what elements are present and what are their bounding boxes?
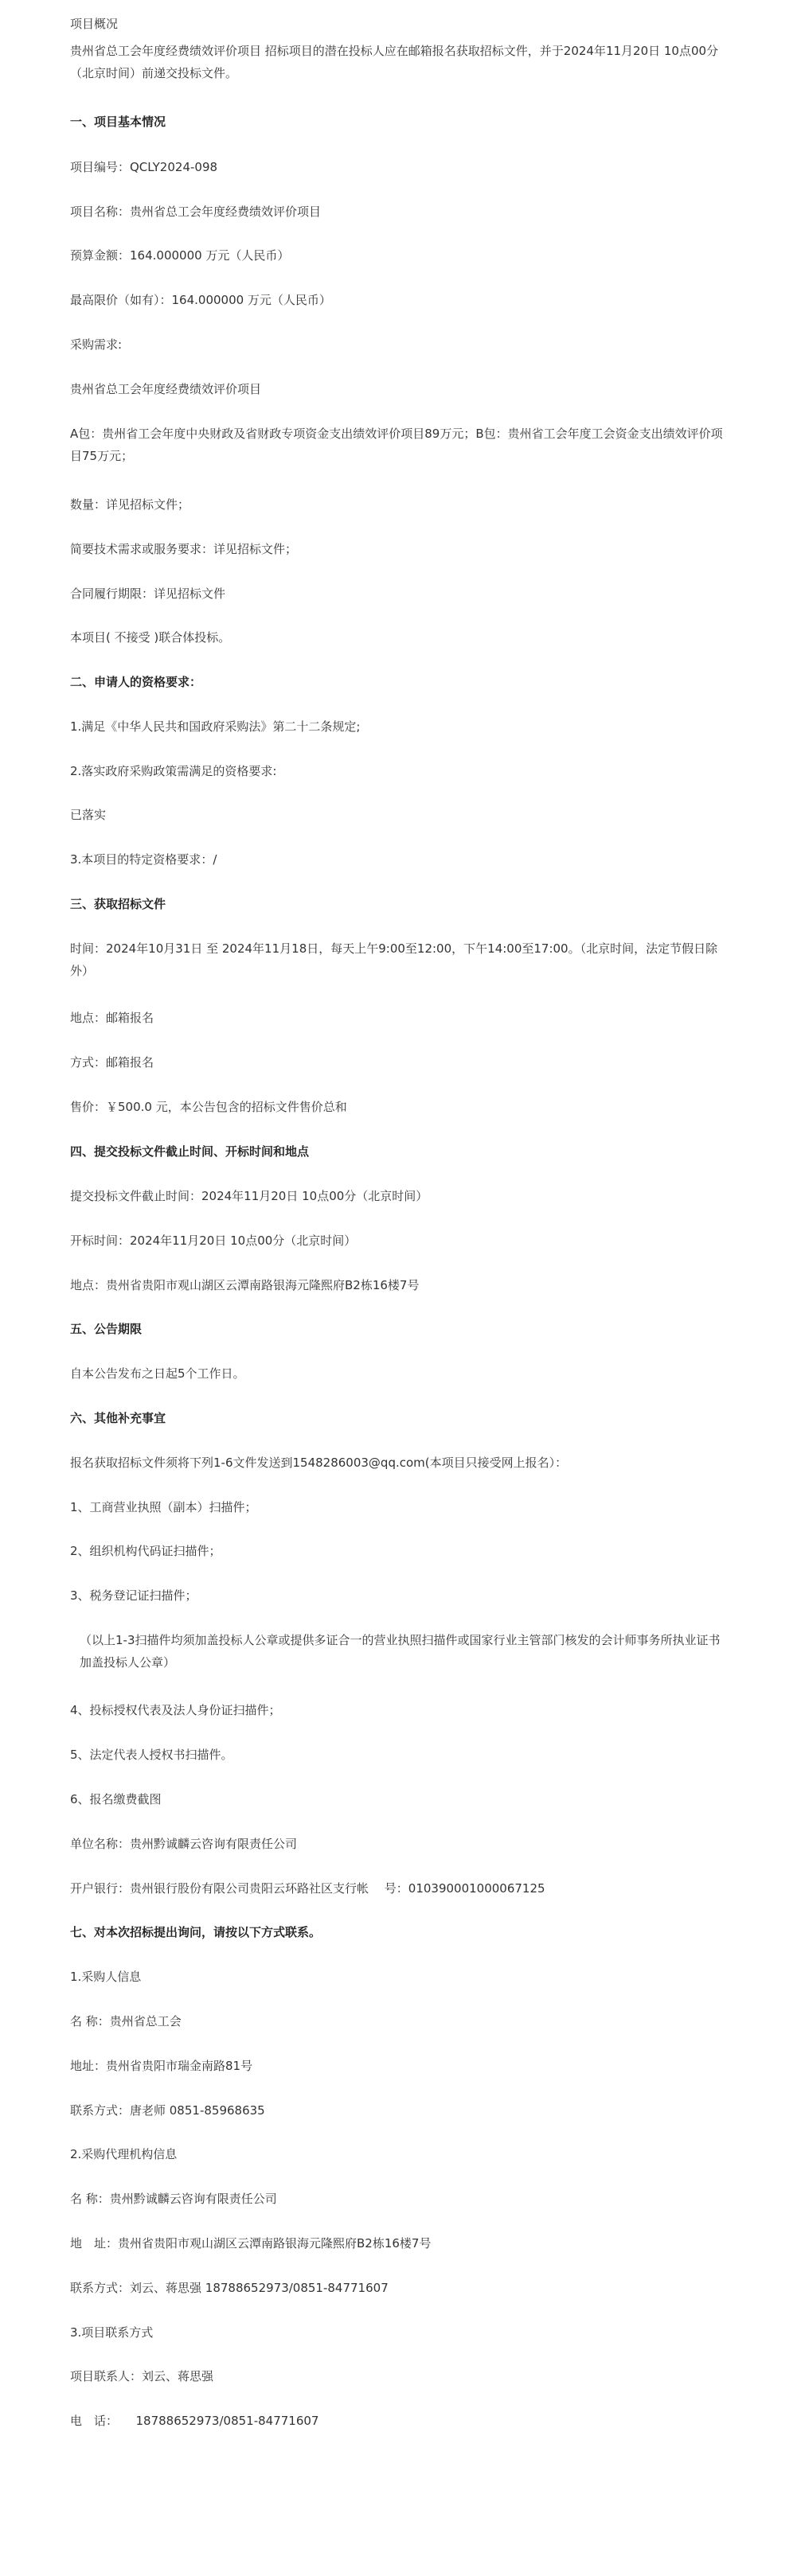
- project-number: 项目编号：QCLY2024-098: [70, 160, 218, 174]
- obtain-place: 地点：邮箱报名: [70, 1011, 154, 1025]
- opening-time: 开标时间：2024年11月20日 10点00分（北京时间）: [70, 1233, 357, 1248]
- demand-title: 贵州省总工会年度经费绩效评价项目: [70, 382, 262, 396]
- demand-label: 采购需求:: [70, 337, 123, 352]
- consortium-note: 本项目( 不接受 )联合体投标。: [70, 630, 231, 645]
- buyer-address: 地址：贵州省贵阳市瑞金南路81号: [70, 2059, 253, 2073]
- project-contact-person: 项目联系人：刘云、蒋思强: [70, 2369, 214, 2383]
- section-5-heading: 五、公告期限: [70, 1322, 143, 1336]
- registration-intro: 报名获取招标文件须将下列1-6文件发送到1548286003@qq.com(本项目只接受网上报名）：: [70, 1456, 568, 1470]
- project-contact-phone: 电 话： 18788652973/0851-84771607: [70, 2414, 319, 2428]
- section-4-heading: 四、提交投标文件截止时间、开标时间和地点: [70, 1144, 310, 1159]
- tech-requirements: 简要技术需求或服务要求：详见招标文件；: [70, 542, 298, 556]
- buyer-contact: 联系方式：唐老师 0851-85968635: [70, 2103, 265, 2118]
- section-2-heading: 二、申请人的资格要求：: [70, 675, 202, 689]
- opening-location: 地点：贵州省贵阳市观山湖区云潭南路银海元隆熙府B2栋16楼7号: [70, 1278, 420, 1292]
- agent-info-title: 2.采购代理机构信息: [70, 2147, 178, 2161]
- document-price: 售价：￥500.0 元，本公告包含的招标文件售价总和: [70, 1100, 347, 1114]
- project-contact-title: 3.项目联系方式: [70, 2325, 154, 2340]
- qualification-item-3: 3.本项目的特定资格要求：/: [70, 852, 217, 867]
- registration-note: （以上1-3扫描件均须加盖投标人公章或提供多证合一的营业执照扫描件或国家行业主管部门核发的会计师事务所执业证书加盖投标人公章）: [80, 1633, 721, 1670]
- quantity: 数量：详见招标文件；: [70, 497, 190, 512]
- overview-body: 贵州省总工会年度经费绩效评价项目 招标项目的潜在投标人应在邮箱报名获取招标文件，并于2024年11月20日 10点00分（北京时间）前递交投标文件。: [70, 44, 719, 80]
- registration-item-6: 6、报名缴费截图: [70, 1792, 162, 1806]
- qualification-item-2-value: 已落实: [70, 808, 107, 822]
- registration-item-4: 4、投标授权代表及法人身份证扫描件；: [70, 1703, 281, 1717]
- qualification-item-1: 1.满足《中华人民共和国政府采购法》第二十二条规定;: [70, 719, 361, 734]
- submission-deadline: 提交投标文件截止时间：2024年11月20日 10点00分（北京时间）: [70, 1189, 428, 1203]
- section-1-heading: 一、项目基本情况: [70, 115, 166, 129]
- section-6-heading: 六、其他补充事宜: [70, 1411, 166, 1425]
- registration-item-1: 1、工商营业执照（副本）扫描件；: [70, 1500, 257, 1514]
- buyer-name: 名 称：贵州省总工会: [70, 2014, 182, 2028]
- max-price: 最高限价（如有）：164.000000 万元（人民币）: [70, 293, 331, 307]
- buyer-info-title: 1.采购人信息: [70, 1970, 142, 1984]
- registration-item-5: 5、法定代表人授权书扫描件。: [70, 1748, 233, 1762]
- budget-amount: 预算金额：164.000000 万元（人民币）: [70, 248, 290, 263]
- section-3-heading: 三、获取招标文件: [70, 897, 166, 911]
- registration-item-3: 3、税务登记证扫描件；: [70, 1588, 197, 1603]
- project-name: 项目名称：贵州省总工会年度经费绩效评价项目: [70, 205, 322, 219]
- obtain-time: 时间：2024年10月31日 至 2024年11月18日，每天上午9:00至12:00，下午14:00至17:00。（北京时间，法定节假日除外）: [70, 941, 718, 978]
- registration-item-2: 2、组织机构代码证扫描件；: [70, 1544, 221, 1558]
- announcement-period: 自本公告发布之日起5个工作日。: [70, 1366, 245, 1381]
- qualification-item-2: 2.落实政府采购政策需满足的资格要求:: [70, 764, 277, 778]
- agent-name: 名 称：贵州黔诚麟云咨询有限责任公司: [70, 2192, 277, 2206]
- lots-description: A包：贵州省工会年度中央财政及省财政专项资金支出绩效评价项目89万元；B包：贵州省工会年度工会资金支出绩效评价项目75万元；: [70, 427, 723, 463]
- section-7-heading: 七、对本次招标提出询问，请按以下方式联系。: [70, 1925, 322, 1939]
- payee-company: 单位名称：贵州黔诚麟云咨询有限责任公司: [70, 1837, 298, 1851]
- agent-contact: 联系方式：刘云、蒋思强 18788652973/0851-84771607: [70, 2281, 389, 2295]
- overview-title: 项目概况: [70, 17, 119, 31]
- payee-bank: 开户银行：贵州银行股份有限公司贵阳云环路社区支行帐 号：010390001000067125: [70, 1881, 545, 1896]
- contract-period: 合同履行期限：详见招标文件: [70, 587, 226, 601]
- obtain-method: 方式：邮箱报名: [70, 1055, 154, 1070]
- agent-address: 地 址：贵州省贵阳市观山湖区云潭南路银海元隆熙府B2栋16楼7号: [70, 2236, 432, 2251]
